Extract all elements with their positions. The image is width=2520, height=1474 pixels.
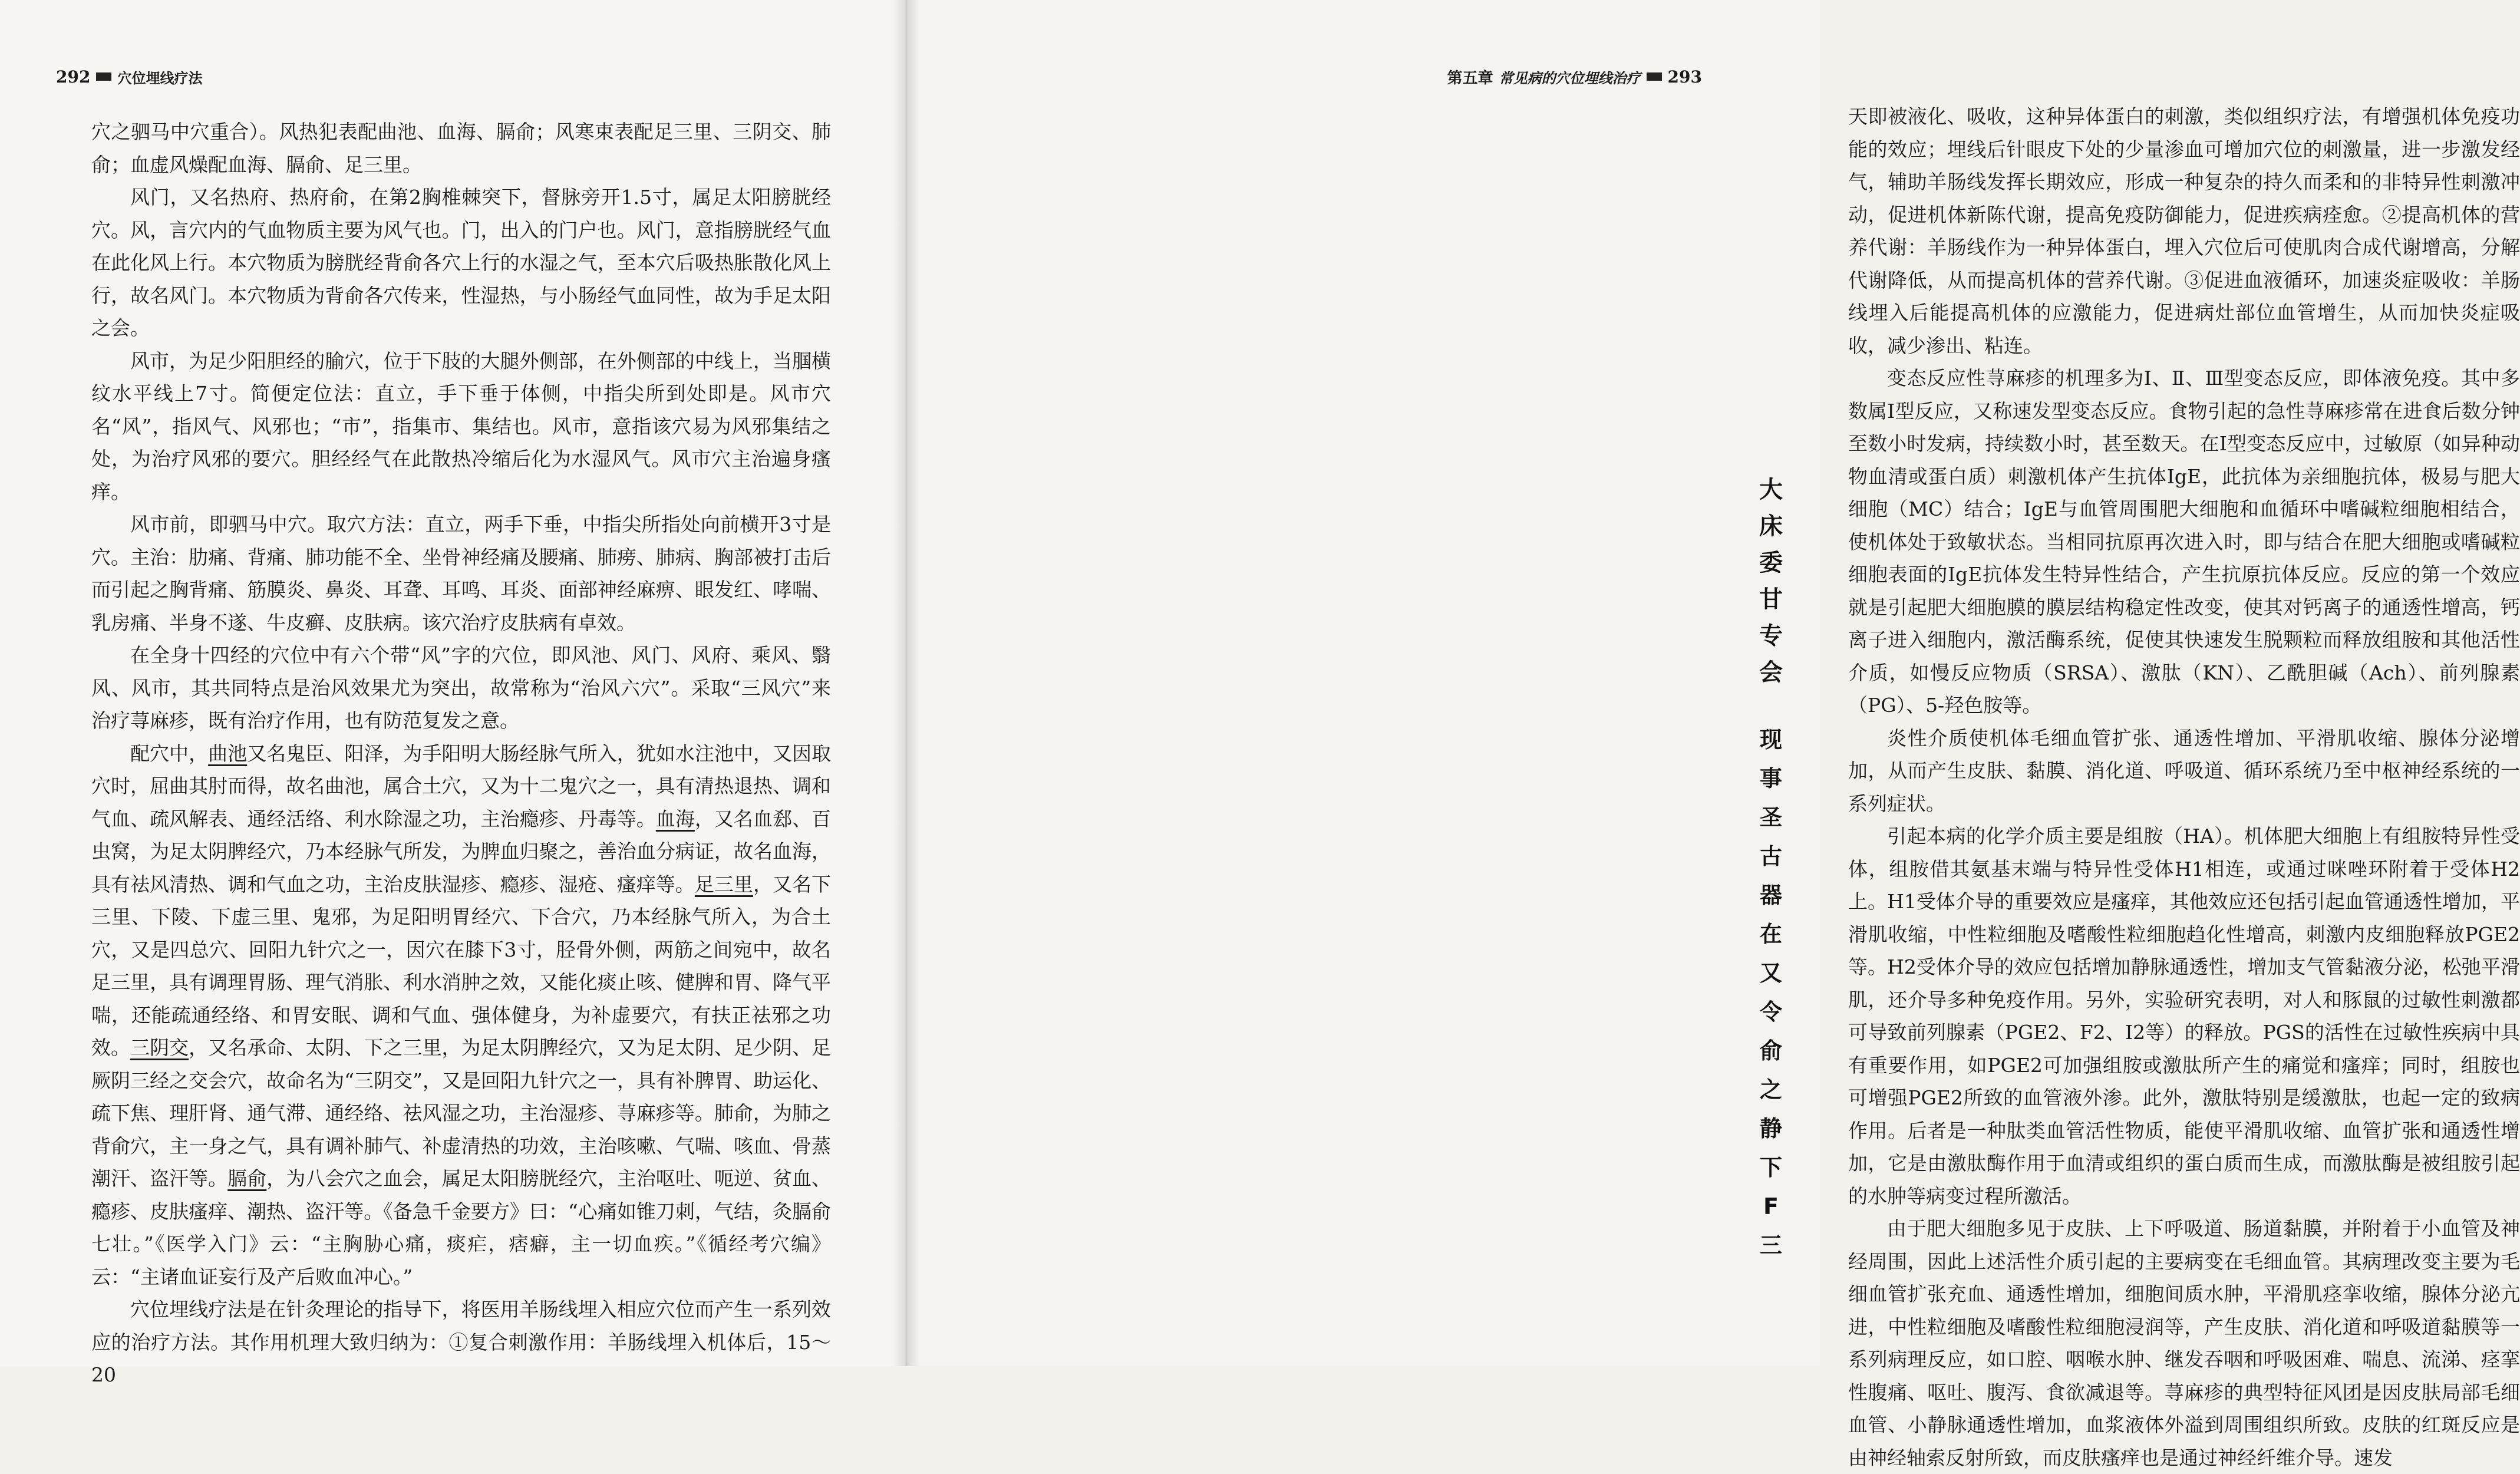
left-paragraph-6: 配穴中，曲池又名鬼臣、阳泽，为手阳明大肠经脉气所入，犹如水注池中，又因取穴时，屈曲其肘而得，故名曲池，属合土穴，又为十二鬼穴之一，具有清热退热、调和气血、疏风解表、通经活络、利水除湿之功，主治瘾疹、丹毒等。血海，又名血郄、百虫窝，为足太阴脾经穴，乃本经脉气所发，为脾血归聚之，善治血分病证，故名血海，具有祛风清热、调和气血之功，主治皮肤湿疹、瘾疹、湿疮、瘙痒等。足三里，又名下三里、下陵、下虚三里、鬼邪，为足阳明胃经穴、下合穴，乃本经脉气所入，为合土穴，又是四总穴、回阳九针穴之一，因穴在膝下3寸，胫骨外侧，两筋之间宛中，故名足三里，具有调理胃肠、理气消胀、利水消肿之效，又能化痰止咳、健脾和胃、降气平喘，还能疏通经络、和胃安眠、调和气血、强体健身，为补虚要穴，有扶正祛邪之功效。三阴交，又名承命、太阴、下之三里，为足太阴脾经穴，又为足太阴、足少阴、足厥阴三经之交会穴，故命名为“三阴交”，又是回阳九针穴之一，具有补脾胃、助运化、疏下焦、理肝肾、通气滞、通经络、祛风湿之功，主治湿疹、荨麻疹等。肺俞，为肺之背俞穴，主一身之气，具有调补肺气、补虚清热的功效，主治咳嗽、气喘、咳血、骨蒸潮汗、盗汗等。膈俞，为八会穴之血会，属足太阳膀胱经穴，主治呕吐、呃逆、贫血、瘾疹、皮肤瘙痒、潮热、盗汗等。《备急千金要方》曰：“心痛如锥刀刺，气结，灸膈俞七壮。”《医学入门》云：“主胸胁心痛，痰疟，痞癖，主一切血疾。”《循经考穴编》云：“主诸血证妄行及产后败血冲心。” xyxy=(91,741,832,1288)
margin-char: 专 xyxy=(1759,622,1783,649)
margin-char: 俞 xyxy=(1759,1038,1782,1064)
underlined-term: 膈俞 xyxy=(227,1167,267,1190)
left-paragraph-1: 穴之驷马中穴重合）。风热犯表配曲池、血海、膈俞；风寒束表配足三里、三阴交、肺俞；血虚风燥配血海、膈俞、足三里。 xyxy=(91,120,832,176)
margin-char: 圣 xyxy=(1759,804,1782,830)
left-page xyxy=(0,0,906,1386)
margin-char: F xyxy=(1763,1193,1779,1219)
margin-char: 大 xyxy=(1759,476,1783,503)
right-running-title: 常见病的穴位埋线治疗 xyxy=(1499,69,1641,87)
margin-char: 床 xyxy=(1759,513,1783,540)
right-paragraph-3: 炎性介质使机体毛细血管扩张、通透性增加、平滑肌收缩、腺体分泌增加，从而产生皮肤、黏膜、消化道、呼吸道、循环系统乃至中枢神经系统的一系列症状。 xyxy=(1848,726,2520,815)
right-page xyxy=(906,0,2520,1469)
left-paragraph-5: 在全身十四经的穴位中有六个带“风”字的穴位，即风池、风门、风府、乘风、翳风、风市，其共同特点是治风效果尤为突出，故常称为“治风六穴”。采取“三风穴”来治疗荨麻疹，既有治疗作用，也有防范复发之意。 xyxy=(91,644,831,732)
margin-char: 会 xyxy=(1759,659,1783,686)
left-paragraph-7: 穴位埋线疗法是在针灸理论的指导下，将医用羊肠线埋入相应穴位而产生一系列效应的治疗方法。其作用机理大致归纳为：①复合刺激作用：羊肠线埋入机体后，15～20 xyxy=(91,1298,831,1386)
margin-char: 委 xyxy=(1759,549,1783,576)
left-paragraph-3: 风市，为足少阳胆经的腧穴，位于下肢的大腿外侧部，在外侧部的中线上，当腘横纹水平线上7寸。简便定位法：直立，手下垂于体侧，中指尖所到处即是。风市穴名“风”，指风气、风邪也；“市”，指集市、集结也。风市，意指该穴易为风邪集结之处，为治疗风邪的要穴。胆经经气在此散热冷缩后化为水湿风气。风市穴主治遍身瘙痒。 xyxy=(91,349,831,503)
margin-char: 之 xyxy=(1759,1077,1782,1103)
right-chapter-label: 第五章 xyxy=(1447,69,1493,87)
left-page-number: 292 xyxy=(56,67,91,87)
margin-char: 静 xyxy=(1759,1116,1782,1142)
right-paragraph-4: 引起本病的化学介质主要是组胺（HA）。机体肥大细胞上有组胺特异性受体，组胺借其氨基末端与特异性受体H1相连，或通过咪唑环附着于受体H2上。H1受体介导的重要效应是瘙痒，其他效应还包括引起血管通透性增加，平滑肌收缩，中性粒细胞及嗜酸性粒细胞趋化性增高，刺激内皮细胞释放PGE2等。H2受体介导的效应包括增加静脉通透性，增加支气管黏液分泌，松弛平滑肌，还介导多种免疫作用。另外，实验研究表明，对人和豚鼠的过敏性刺激都可导致前列腺素（PGE2、F2、I2等）的释放。PGS的活性在过敏性疾病中具有重要作用，如PGE2可加强组胺或激肽所产生的痛觉和瘙痒；同时，组胺也可增强PGE2所致的血管液外渗。此外，激肽特别是缓激肽，也起一定的致病作用。后者是一种肽类血管活性物质，能使平滑肌收缩、血管扩张和通透性增加，它是由激肽酶作用于血清或组织的蛋白质而生成，而激肽酶是被组胺引起的水肿等病变过程所激活。 xyxy=(1848,825,2520,1208)
margin-handwriting-line-1 xyxy=(1759,471,1783,691)
right-running-head xyxy=(1447,64,1702,90)
book-gutter-shadow xyxy=(893,0,920,1366)
margin-char: 在 xyxy=(1759,921,1782,947)
header-bar-icon xyxy=(1647,72,1662,81)
margin-char: 古 xyxy=(1759,843,1782,869)
underlined-term: 足三里 xyxy=(694,872,753,896)
margin-char: 甘 xyxy=(1759,586,1783,613)
left-paragraph-4: 风市前，即驷马中穴。取穴方法：直立，两手下垂，中指尖所指处向前横开3寸是穴。主治：肋痛、背痛、肺功能不全、坐骨神经痛及腰痛、肺痨、肺病、胸部被打击后而引起之胸背痛、筋膜炎、鼻炎、耳聋、耳鸣、耳炎、面部神经麻痹、眼发红、哮喘、乳房痛、半身不遂、牛皮癣、皮肤病。该穴治疗皮肤病有卓效。 xyxy=(91,513,831,634)
left-body-text xyxy=(91,116,831,1391)
margin-char: 下 xyxy=(1759,1155,1782,1180)
header-bar-icon xyxy=(96,72,111,81)
left-running-title: 穴位埋线疗法 xyxy=(117,69,203,87)
margin-handwriting xyxy=(1753,471,1789,1265)
margin-char: 事 xyxy=(1759,766,1782,792)
margin-char: 器 xyxy=(1759,882,1782,908)
margin-char: 现 xyxy=(1759,727,1782,753)
margin-char: 又 xyxy=(1759,960,1782,986)
right-paragraph-5: 由于肥大细胞多见于皮肤、上下呼吸道、肠道黏膜，并附着于小血管及神经周围，因此上述活性介质引起的主要病变在毛细血管。其病理改变主要为毛细血管扩张充血、通透性增加，细胞间质水肿，平滑肌痉挛收缩，腺体分泌亢进，中性粒细胞及嗜酸性粒细胞浸润等，产生皮肤、消化道和呼吸道黏膜等一系列病理反应，如口腔、咽喉水肿、继发吞咽和呼吸困难、喘息、流涕、痉挛性腹痛、呕吐、腹泻、食欲减退等。荨麻疹的典型特征风团是因皮肤局部毛细血管、小静脉通透性增加，血浆液体外溢到周围组织所致。皮肤的红斑反应是由神经轴索反射所致，而皮肤瘙痒也是通过神经纤维介导。速发 xyxy=(1848,1217,2520,1469)
margin-handwriting-line-2 xyxy=(1760,720,1782,1265)
right-page-number: 293 xyxy=(1667,67,1702,87)
underlined-term: 曲池 xyxy=(208,741,248,765)
left-paragraph-2: 风门，又名热府、热府俞，在第2胸椎棘突下，督脉旁开1.5寸，属足太阳膀胱经穴。风，言穴内的气血物质主要为风气也。门，出入的门户也。风门，意指膀胱经气血在此化风上行。本穴物质为膀胱经背俞各穴上行的水湿之气，至本穴后吸热胀散化风上行，故名风门。本穴物质为背俞各穴传来，性湿热，与小肠经气血同性，故为手足太阳之会。 xyxy=(91,186,831,339)
right-body-text xyxy=(1848,100,2520,1474)
right-paragraph-1: 天即被液化、吸收，这种异体蛋白的刺激，类似组织疗法，有增强机体免疫功能的效应；埋线后针眼皮下处的少量渗血可增加穴位的刺激量，进一步激发经气，辅助羊肠线发挥长期效应，形成一种复杂的持久而柔和的非特异性刺激冲动，促进机体新陈代谢，提高免疫防御能力，促进疾病痊愈。②提高机体的营养代谢：羊肠线作为一种异体蛋白，埋入穴位后可使肌肉合成代谢增高，分解代谢降低，从而提高机体的营养代谢。③促进血液循环，加速炎症吸收：羊肠线埋入后能提高机体的应激能力，促进病灶部位血管增生，从而加快炎症吸收，减少渗出、粘连。 xyxy=(1848,105,2520,357)
margin-char: 令 xyxy=(1759,999,1782,1025)
underlined-term: 三阴交 xyxy=(130,1036,189,1059)
margin-char: 三 xyxy=(1759,1232,1782,1258)
underlined-term: 血海 xyxy=(655,807,695,830)
left-running-head xyxy=(56,64,202,90)
right-paragraph-2: 变态反应性荨麻疹的机理多为Ⅰ、Ⅱ、Ⅲ型变态反应，即体液免疫。其中多数属Ⅰ型反应，又称速发型变态反应。食物引起的急性荨麻疹常在进食后数分钟至数小时发病，持续数小时，甚至数天。在Ⅰ型变态反应中，过敏原（如异种动物血清或蛋白质）刺激机体产生抗体IgE，此抗体为亲细胞抗体，极易与肥大细胞（MC）结合；IgE与血管周围肥大细胞和血循环中嗜碱粒细胞相结合，使机体处于致敏状态。当相同抗原再次进入时，即与结合在肥大细胞或嗜碱粒细胞表面的IgE抗体发生特异性结合，产生抗原抗体反应。反应的第一个效应就是引起肥大细胞膜的膜层结构稳定性改变，使其对钙离子的通透性增高，钙离子进入细胞内，激活酶系统，促使其快速发生脱颗粒而释放组胺和其他活性介质，如慢反应物质（SRSA）、激肽（KN）、乙酰胆碱（Ach）、前列腺素（PG）、5-羟色胺等。 xyxy=(1848,367,2520,717)
